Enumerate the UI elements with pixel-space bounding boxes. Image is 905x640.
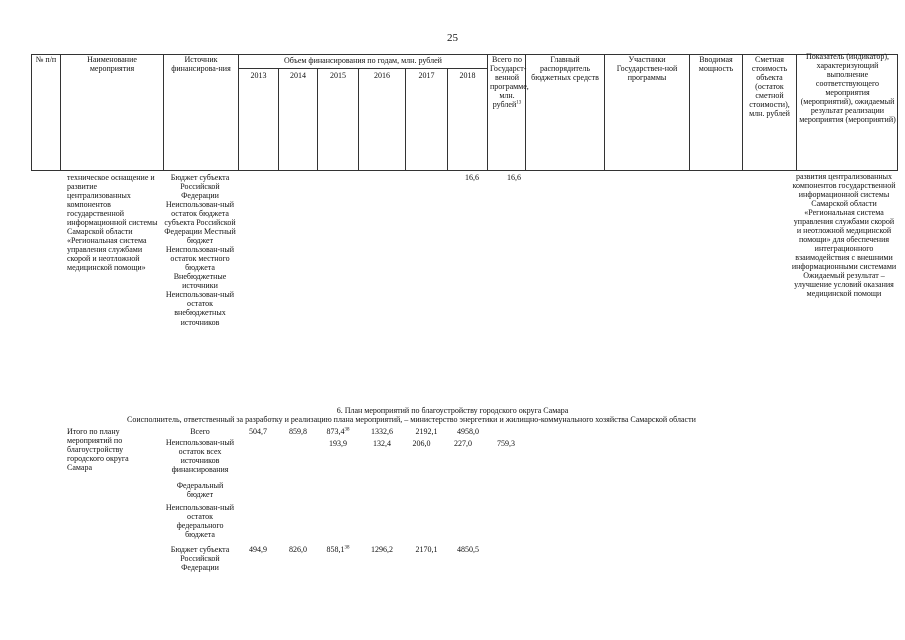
row2-source-unused-federal: Неиспользован-ный остаток федерального бюджета [165, 503, 235, 540]
table-header [31, 54, 898, 171]
header-total-text: Всего по Государст-венной программе, млн. рублей [490, 55, 529, 109]
total-all-years: 4958,0 [457, 427, 479, 436]
col-border [689, 54, 690, 171]
header-bottom-border [31, 170, 898, 171]
total-2015-footnote: 38 [344, 427, 350, 433]
col-border [604, 54, 605, 171]
row2-source-federal: Федеральный бюджет [176, 481, 224, 500]
region-2015-footnote: 38 [344, 545, 350, 551]
header-cost: Сметная стоимость объекта (остаток сметной стоимости), млн. рублей [749, 55, 790, 118]
total-2015-value: 873,4 [326, 427, 345, 436]
unused-total: 759,3 [497, 439, 515, 448]
years-divider [238, 68, 487, 69]
header-year-2013: 2013 [250, 71, 267, 80]
col-border [487, 54, 488, 171]
header-source: Источник финансирова-ния [171, 55, 231, 73]
col-border [796, 54, 797, 171]
col-border [405, 68, 406, 171]
col-border [163, 54, 164, 171]
col-border [31, 54, 32, 171]
header-year-2015: 2015 [330, 71, 346, 80]
header-year-2017: 2017 [418, 71, 435, 80]
header-num: № п/п [35, 55, 57, 64]
region-2015-value: 858,1 [326, 545, 345, 554]
row1-sources: Бюджет субъекта Российской Федерации Неиспользован-ный остаток бюджета субъекта Российской Федерации Местный бюджет Неиспользован-ный остаток местного бюджета Внебюджетные источники Неиспользован-ный остаток внебюджетных источников [164, 173, 236, 327]
unused-2014: 193,9 [329, 439, 347, 448]
col-border [60, 54, 61, 171]
row1-name: техническое оснащение и развитие централизованных компонентов государственной информационной системы Самарской области «Региональная система управления службами скорой и неотложной медицинской помощи» [67, 173, 158, 273]
region-2017: 2170,1 [415, 545, 438, 554]
unused-2017: 227,0 [454, 439, 472, 448]
section-title: 6. План мероприятий по благоустройству городского округа Самара [336, 406, 569, 415]
region-2016: 1296,2 [371, 545, 393, 554]
col-border [358, 68, 359, 171]
region-total: 4850,5 [457, 545, 479, 554]
header-capacity: Вводимая мощность [698, 55, 734, 73]
total-2014: 859,8 [289, 427, 307, 436]
header-participant: Участники Государствен-ной программы [616, 55, 678, 82]
unused-2016: 206,0 [412, 439, 431, 448]
row1-value-2018: 16,6 [465, 173, 479, 182]
header-total-footnote: 13 [516, 100, 522, 106]
region-2014: 826,0 [289, 545, 307, 554]
region-2015 [318, 545, 358, 554]
col-border [897, 54, 898, 171]
row2-source-region: Бюджет субъекта Российской Федерации [170, 545, 230, 573]
col-border [317, 68, 318, 171]
row1-indicator: развития централизованных компонентов государственной информационной системы Самарской области «Региональная система управления службами скорой и неотложной медицинской помощи» для обеспечения интеграционного взаимодействия с внешними информационными системами Ожидаемый результат – улучшение условий оказания медицинской помощи [791, 172, 897, 299]
section-coexecutor: Соисполнитель, ответственный за разработку и реализацию плана мероприятий, – министерство энергетики и жилищно-коммунального хозяйства Самарской области [127, 415, 696, 424]
header-year-2014: 2014 [290, 71, 306, 80]
row1-total: 16,6 [507, 173, 521, 182]
unused-2015: 132,4 [373, 439, 391, 448]
col-border [278, 68, 279, 171]
row2-source-total: Всего [190, 427, 210, 436]
total-2016: 1332,6 [371, 427, 393, 436]
header-total [490, 55, 529, 110]
header-funding-group: Объем финансирования по годам, млн. рублей [284, 56, 442, 65]
page-number: 25 [447, 32, 458, 44]
total-2017: 2192,1 [415, 427, 438, 436]
header-name: Наименование мероприятия [87, 55, 137, 73]
header-indicator: Показатель (индикатор), характеризующий выполнение соответствующего мероприятия (мероприятий), ожидаемый результат реализации мероприятия (мероприятий) [799, 52, 896, 124]
header-manager: Главный распорядитель бюджетных средств [531, 55, 599, 82]
col-border [742, 54, 743, 171]
region-2013: 494,9 [249, 545, 267, 554]
header-year-2018: 2018 [459, 71, 476, 80]
row2-name: Итого по плану мероприятий по благоустройству городского округа Самара [67, 427, 129, 473]
total-2015 [318, 427, 358, 436]
row2-source-unused-all: Неиспользован-ный остаток всех источников финансирования [165, 438, 235, 475]
total-2013: 504,7 [249, 427, 267, 436]
col-border [447, 68, 448, 171]
header-year-2016: 2016 [374, 71, 390, 80]
